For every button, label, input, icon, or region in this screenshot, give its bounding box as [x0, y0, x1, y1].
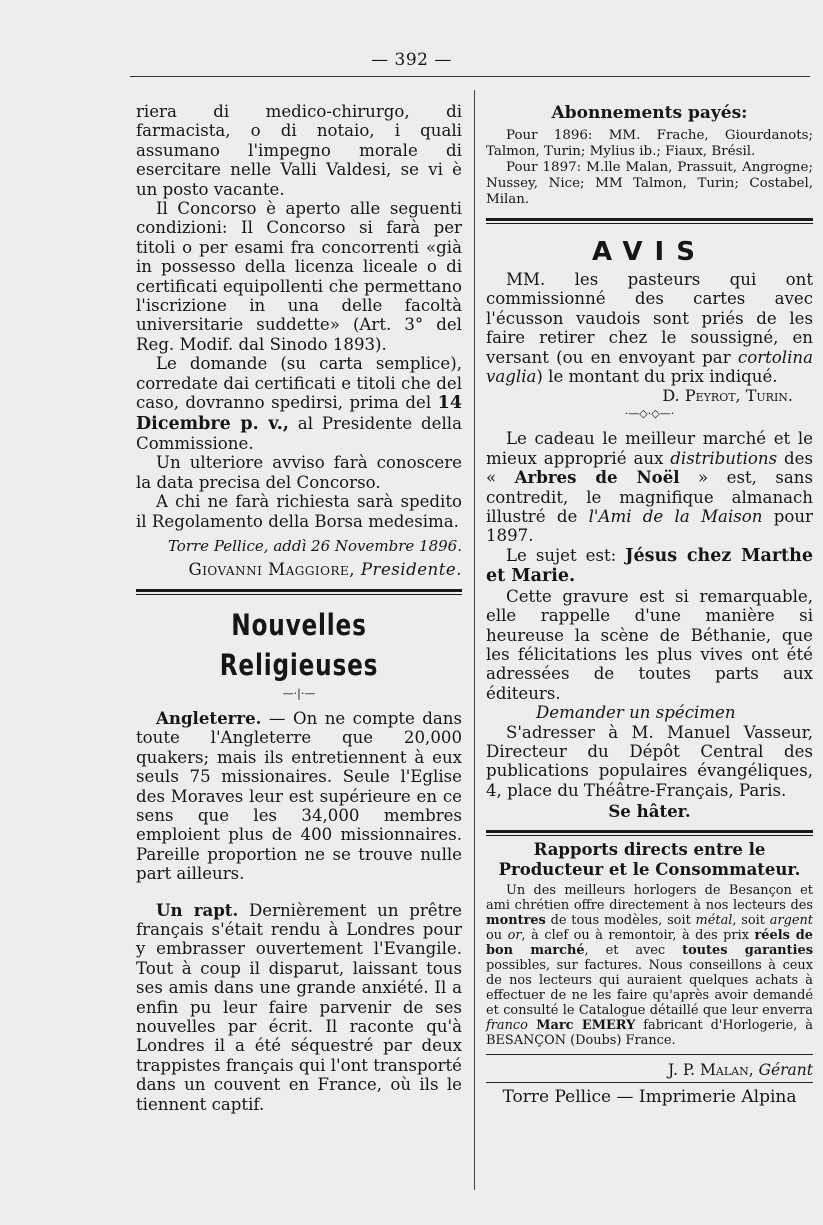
avis-title: AVIS: [592, 237, 707, 267]
paragraph-concorso-conditions: Il Concorso è aperto alle seguenti condizioni: Il Concorso si farà per titoli o per esami fra concorrenti «già in possesso della licenza liceale o di certificati equipollenti che permettano l'iscrizione in una delle facoltà universitarie suddette» (Art. 3° del Reg. Modif. dal Sinodo 1893).: [136, 199, 462, 354]
paragraph-angleterre: [136, 709, 462, 884]
cadeau-bold: Arbres de Noël: [514, 467, 680, 488]
rap-text-h: fabricant d'Horlogerie, à BESANÇON (Doubs) France.: [486, 1018, 813, 1049]
rap-italic-1: métal: [695, 913, 733, 929]
cadeau-text-2: des «: [486, 448, 813, 488]
rap-text-b: de tous modèles, soit: [545, 913, 696, 929]
paragraph-regolamento: A chi ne farà richiesta sarà spedito il Regolamento della Borsa medesima.: [136, 492, 462, 531]
ornament-2: ·—◇·◇—·: [624, 407, 675, 421]
printer-line: Torre Pellice — Imprimerie Alpina: [502, 1087, 797, 1108]
column-divider: [474, 90, 475, 1190]
rapt-label: Un rapt.: [156, 899, 239, 920]
signature: [136, 560, 462, 579]
paragraph-cadeau: [486, 429, 813, 545]
abonnements-title: Abonnements payés:: [551, 103, 748, 123]
abonnements-1897: Pour 1897: M.lle Malan, Prassuit, Angrogne; Nussey, Nice; MM Talmon, Turin; Costabel, Milan.: [486, 160, 813, 207]
rap-bold-4: Marc EMERY: [527, 1018, 636, 1034]
signature-role: Presidente.: [360, 559, 462, 579]
rapports-rule: [486, 830, 813, 836]
rap-italic-4: franco: [486, 1018, 528, 1034]
ornament: —·|·—: [282, 686, 316, 700]
avis-signature: D. Peyrot, Turin.: [662, 386, 793, 406]
demander-specimen: Demander un spécimen: [536, 703, 736, 723]
domande-text: Le domande (su carta semplice), corredate dai certificati e titoli che del caso, dovranno spedirsi, prima del: [136, 354, 462, 413]
paragraph-rapt: [136, 901, 462, 1114]
rap-italic-2: argent: [769, 913, 813, 929]
cadeau-text: Le cadeau le meilleur marché et le mieux approprié aux: [486, 429, 813, 468]
rap-text-d: ou: [486, 928, 508, 944]
paragraph-rapports: [486, 883, 813, 1048]
rap-bold-2: réels de bon marché: [486, 928, 813, 959]
cadeau-italic: distributions: [670, 448, 778, 468]
sujet-bold: Jésus chez Marthe et Marie.: [486, 545, 813, 587]
paragraph-sujet: [486, 546, 813, 587]
rap-text-e: , à clef ou à remontoir, à des prix: [521, 928, 755, 944]
rap-text-g: possibles, sur factures. Nous conseillons à ceux de nos lecteurs qui auraient quelques achats à effectuer de ne les faire qu'après avoir demandé et consulté le Catalogue détaillé que leur enverra: [486, 958, 813, 1019]
gerant-rule: [486, 1054, 813, 1055]
avis-text-end: ) le montant du prix indiqué.: [536, 367, 778, 387]
rap-text-c: , soit: [732, 913, 770, 929]
printer-rule: [486, 1082, 813, 1083]
domande-text-end: al Presidente della Commissione.: [136, 413, 462, 453]
rap-bold-1: montres: [486, 913, 546, 929]
page-number: — 392 —: [371, 50, 452, 70]
right-column: [486, 102, 813, 1108]
cadeau-text-3: » est, sans contredit, le magnifique almanach illustré de: [486, 468, 813, 527]
rap-text-a: Un des meilleurs horlogers de Besançon et ami chrétien offre directement à nos lecteurs des: [486, 883, 813, 914]
rap-text-f: , et avec: [584, 943, 683, 959]
paragraph-concorso-intro: riera di medico-chirurgo, di farmacista, o di notaio, i quali assumano l'impegno morale di esercitare nelle Valli Valdesi, se vi è un posto vacante.: [136, 102, 462, 199]
place-date: Torre Pellice, addì 26 Novembre 1896.: [167, 536, 462, 555]
sujet-text: Le sujet est:: [506, 545, 626, 565]
paragraph-adresser: S'adresser à M. Manuel Vasseur, Directeur du Dépôt Central des publications populaires évangéliques, 4, place du Théâtre-Français, Paris.: [486, 722, 813, 800]
signature-name: Giovanni Maggiore,: [188, 559, 356, 579]
abonnements-1896: Pour 1896: MM. Frache, Giourdanots; Talmon, Turin; Mylius ib.; Fiaux, Brésil.: [486, 128, 813, 159]
se-hater: Se hâter.: [608, 801, 691, 822]
rapt-text: Dernièrement un prêtre français s'était rendu à Londres pour y embrasser ouvertement l'Evangile. Tout à coup il disparut, laissant tous ses amis dans une grande anxiété. Il a enfin pu leur faire parvenir de ses nouvelles par écrit. Il raconte qu'à Londres il a été séquestré par deux trappistes français qui l'ont transporté dans un couvent en France, où ils le tiennent captif.: [136, 900, 462, 1114]
rapports-title: Rapports directs entre le Producteur et le Consommateur.: [498, 840, 801, 880]
paragraph-avis: [486, 270, 813, 386]
angleterre-text: — On ne compte dans toute l'Angleterre que 20,000 quakers; mais ils entretiennent à eux seuls 75 missionaires. Seule l'Eglise des Moraves leur est supérieure en ce sens que les 34,000 membres emploient plus de 400 missionnaires. Pareille proportion ne se trouve nulle part ailleurs.: [136, 708, 462, 884]
header-rule: [130, 76, 810, 77]
angleterre-label: Angleterre.: [156, 707, 262, 728]
domande-deadline: 14 Dicembre p. v.,: [136, 393, 462, 434]
left-column: [136, 102, 462, 1114]
section-title: Nouvelles Religieuses: [219, 607, 379, 682]
cadeau-italic-2: l'Ami de la Maison: [588, 507, 763, 527]
rap-italic-3: or: [507, 928, 522, 944]
gerant-role: Gérant: [758, 1061, 813, 1080]
avis-text: MM. les pasteurs qui ont commissionné des cartes avec l'écusson vaudois sont priés de les faire retirer chez le soussigné, en versant (ou en envoyant par: [486, 270, 813, 367]
cadeau-text-4: pour 1897.: [486, 507, 813, 546]
paragraph-domande: [136, 354, 462, 453]
paragraph-gravure: Cette gravure est si remarquable, elle rappelle d'une manière si heureuse la scène de Béthanie, que les félicitations les plus vives ont été adressées de toutes parts aux éditeurs.: [486, 586, 813, 703]
section-rule: [136, 589, 462, 595]
avis-rule: [486, 218, 813, 224]
gerant: [486, 1061, 813, 1079]
paragraph-avviso: Un ulteriore avviso farà conoscere la data precisa del Concorso.: [136, 453, 462, 492]
avis-italic: cortolina vaglia: [486, 347, 813, 387]
rap-bold-3: toutes garanties: [682, 943, 813, 959]
gerant-name: J. P. Malan,: [668, 1061, 754, 1080]
